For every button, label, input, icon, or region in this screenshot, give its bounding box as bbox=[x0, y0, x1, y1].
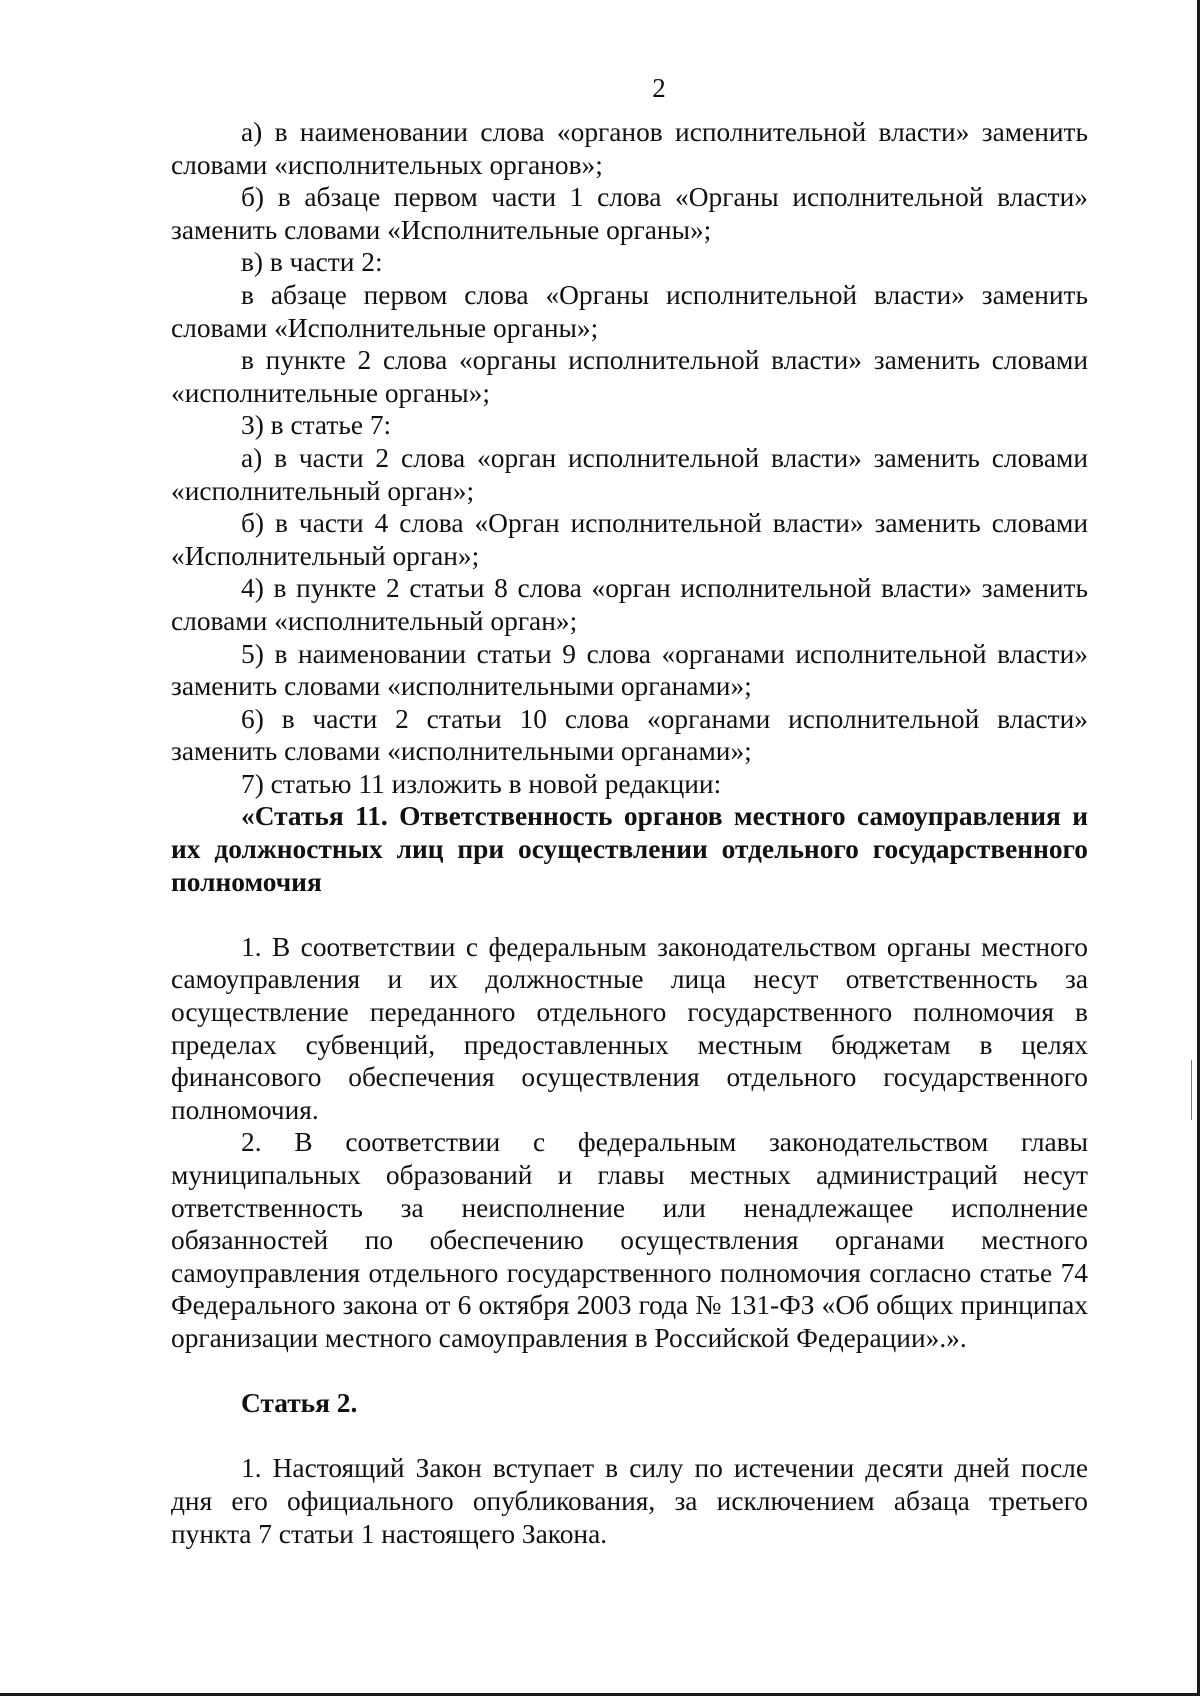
paragraph: 7) статью 11 изложить в новой редакции: bbox=[241, 768, 722, 799]
paragraph: а) в части 2 слова «орган исполнительной власти» заменить словами «исполнительный орган»; bbox=[171, 442, 1088, 506]
paragraph: 5) в наименовании статьи 9 слова «органами исполнительной власти» заменить словами «исполнительными органами»; bbox=[171, 638, 1088, 702]
scan-artifact-line bbox=[1191, 1060, 1192, 1120]
paragraph: в) в части 2: bbox=[241, 247, 383, 278]
new-article-clause: 1. В соответствии с федеральным законодательством органы местного самоуправления и их должностные лица несут ответственность за осуществление переданного отдельного государственного полномочия в пределах субвенций, предоставленных местным бюджетам в целях финансового обеспечения осуществления отдельного государственного полномочия. bbox=[171, 931, 1088, 1125]
paragraph: а) в наименовании слова «органов исполнительной власти» заменить словами «исполнительных органов»; bbox=[171, 117, 1088, 180]
paragraph: 6) в части 2 статьи 10 слова «органами исполнительной власти» заменить словами «исполнительными органами»; bbox=[171, 703, 1088, 767]
paragraph: 3) в статье 7: bbox=[241, 410, 392, 441]
paragraph: в пункте 2 слова «органы исполнительной власти» заменить словами «исполнительные органы»; bbox=[171, 345, 1088, 408]
paragraph: б) в абзаце первом части 1 слова «Органы исполнительной власти» заменить словами «Исполнительные органы»; bbox=[171, 182, 1088, 245]
document-body bbox=[171, 116, 1088, 1550]
article-2-title: Статья 2. bbox=[241, 1388, 358, 1419]
page-number: 2 bbox=[652, 73, 666, 103]
paragraph: б) в части 4 слова «Орган исполнительной власти» заменить словами «Исполнительный орган»; bbox=[171, 508, 1088, 571]
new-article-heading: «Статья 11. Ответственность органов местного самоуправления и их должностных лиц при осуществлении отдельного государственного полномочия bbox=[171, 801, 1088, 897]
paragraph: 4) в пункте 2 статьи 8 слова «орган исполнительной власти» заменить словами «исполнительный орган»; bbox=[171, 573, 1088, 636]
article-2-clause: 1. Настоящий Закон вступает в силу по истечении десяти дней после дня его официального опубликования, за исключением абзаца третьего пункта 7 статьи 1 настоящего Закона. bbox=[171, 1453, 1088, 1549]
paragraph: в абзаце первом слова «Органы исполнительной власти» заменить словами «Исполнительные органы»; bbox=[171, 279, 1088, 343]
new-article-clause: 2. В соответствии с федеральным законодательством главы муниципальных образований и главы местных администраций несут ответственность за неисполнение или ненадлежащее исполнение обязанностей по обеспечению осуществления органами местного самоуправления отдельного государственного полномочия согласно статье 74 Федерального закона от 6 октября 2003 года № 131-ФЗ «Об общих принципах организации местного самоуправления в Российской Федерации».». bbox=[171, 1127, 1088, 1353]
